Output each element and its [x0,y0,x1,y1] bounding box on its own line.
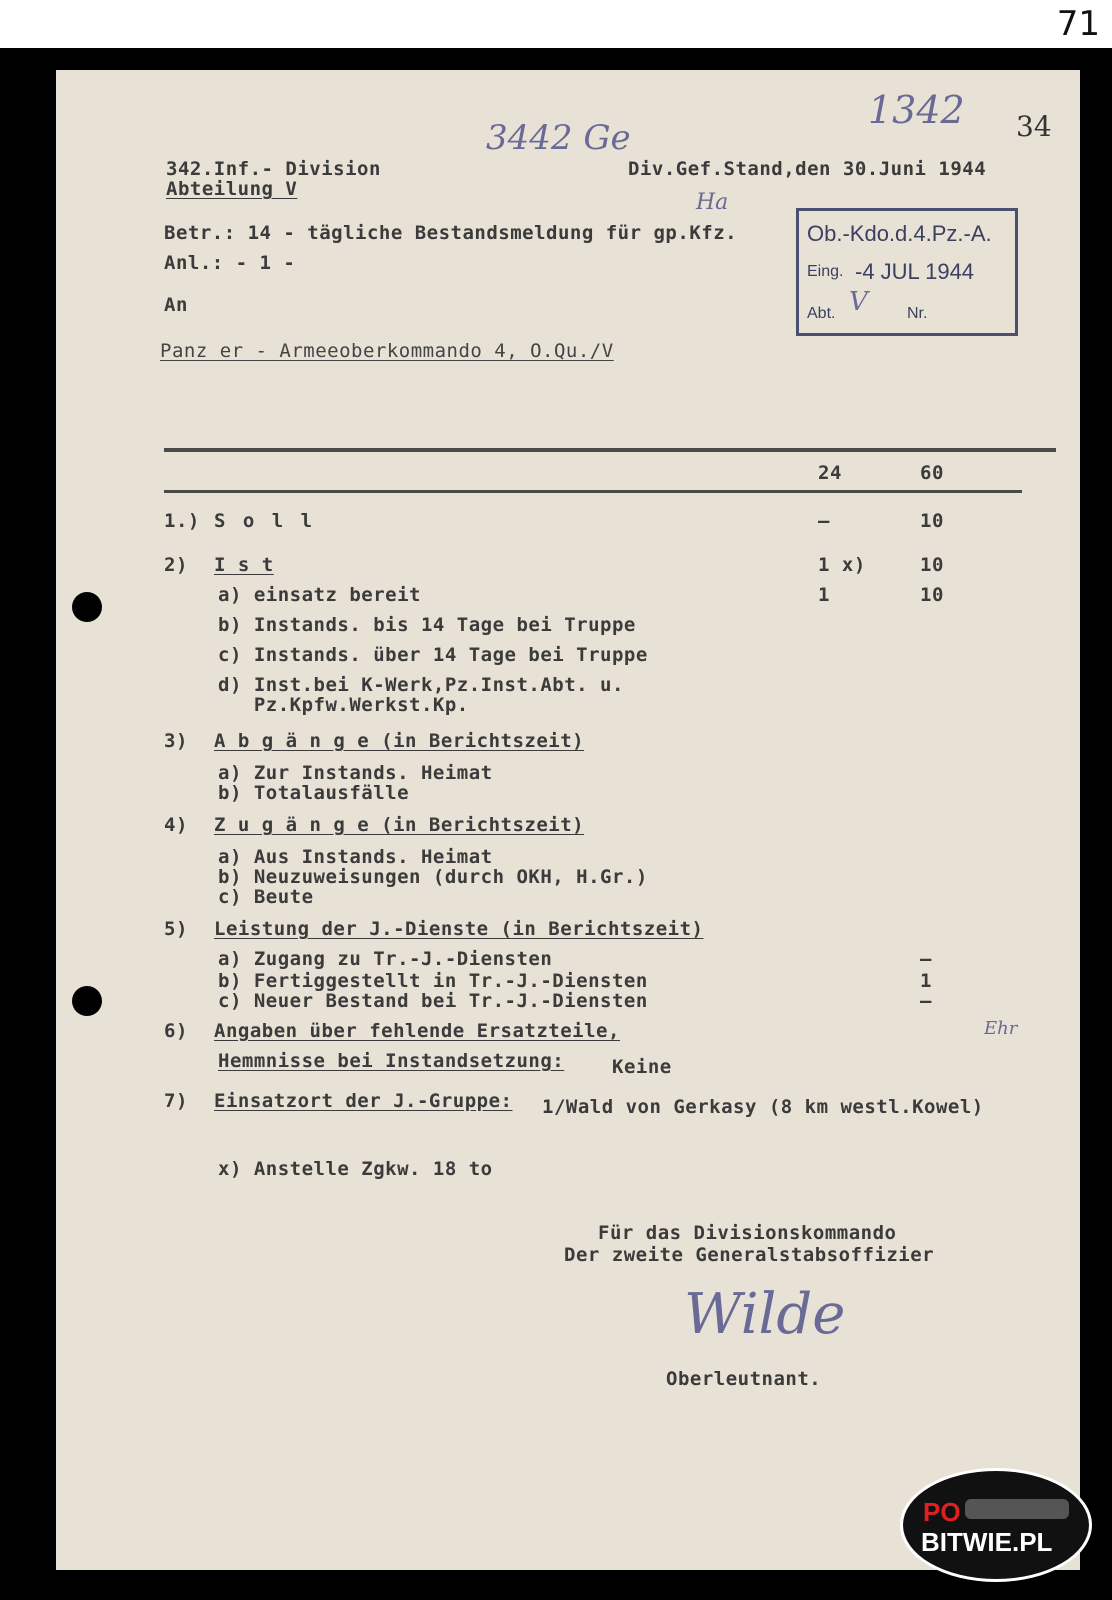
row-label: Leistung der J.-Dienste (in Berichtszeit) [214,918,704,940]
recipient: Panz er - Armeeoberkommando 4, O.Qu./V [160,340,614,362]
row-label: Pz.Kpfw.Werkst.Kp. [218,694,469,716]
receipt-stamp [796,208,1018,336]
row-label: Angaben über fehlende Ersatzteile, [214,1020,620,1042]
department: Abteilung V [166,178,298,200]
page-number: 71 [1056,4,1100,44]
column-head-60: 60 [920,462,944,484]
top-band [0,0,1112,48]
row-label: b) Neuzuweisungen (durch OKH, H.Gr.) [218,866,648,888]
row-label: a) Zugang zu Tr.-J.-Diensten [218,948,553,970]
handwritten-number: 1342 [868,88,965,132]
row-number: 3) [164,730,188,752]
row-label: I s t [214,554,274,576]
stamp-office: Ob.-Kdo.d.4.Pz.-A. [807,221,992,246]
column-head-24: 24 [818,462,842,484]
closing-line1: Für das Divisionskommando [598,1222,897,1244]
signature: Wilde [684,1282,846,1347]
stamp-abt-value: V [849,287,868,317]
row-value-60: 10 [920,584,944,606]
handwritten-side-mark: Ehr [984,1018,1018,1039]
logo-top-text: PO [923,1497,961,1527]
row-label: b) Fertiggestellt in Tr.-J.-Diensten [218,970,648,992]
row-number: 2) [164,554,188,576]
row-label: b) Instands. bis 14 Tage bei Truppe [218,614,636,636]
stamp-eing-label: Eing. [807,263,844,280]
row-value-60: – [920,990,932,1012]
row-number: 6) [164,1020,188,1042]
row-value-60: – [920,948,932,970]
stamp-date: -4 JUL 1944 [855,259,975,284]
handwritten-mark: 3442 Ge [486,118,631,158]
row6-tail: Keine [612,1056,672,1078]
row-number: 4) [164,814,188,836]
row-label: c) Neuer Bestand bei Tr.-J.-Diensten [218,990,648,1012]
row7-tail: 1/Wald von Gerkasy (8 km westl.Kowel) [542,1096,984,1118]
row-number: 1.) [164,510,200,532]
folio-number: 34 [1016,110,1052,143]
tank-icon [965,1499,1069,1519]
row-label: a) einsatz bereit [218,584,421,606]
divider [164,448,1056,452]
row-label: c) Beute [218,886,314,908]
row-number: 7) [164,1090,188,1112]
rank: Oberleutnant. [666,1368,822,1390]
closing-line2: Der zweite Generalstabsoffizier [564,1244,935,1266]
row-label: Einsatzort der J.-Gruppe: [214,1090,513,1112]
to-label: An [164,294,188,316]
punch-hole [72,592,102,622]
row-value-60: 10 [920,510,944,532]
row-label: b) Totalausfälle [218,782,410,804]
row-label: d) Inst.bei K-Werk,Pz.Inst.Abt. u. [218,674,624,696]
row-label: c) Instands. über 14 Tage bei Truppe [218,644,648,666]
row-label: a) Aus Instands. Heimat [218,846,493,868]
row-value-24: – [818,510,830,532]
row-label: A b g ä n g e (in Berichtszeit) [214,730,585,752]
logo-bottom-text: BITWIE.PL [921,1527,1053,1557]
row-label: Z u g ä n g e (in Berichtszeit) [214,814,585,836]
row-value-60: 1 [920,970,932,992]
row-value-60: 10 [920,554,944,576]
divider [164,490,1022,493]
row-label: Hemmnisse bei Instandsetzung: [218,1050,565,1072]
attachment-line: Anl.: - 1 - [164,252,296,274]
stamp-nr-label: Nr. [907,305,928,322]
document-page [56,70,1080,1570]
site-logo [900,1468,1092,1582]
row-label: S o l l [214,510,316,532]
stamp-abt-label: Abt. [807,305,836,322]
punch-hole [72,986,102,1016]
place-date: Div.Gef.Stand,den 30.Juni 1944 [628,158,987,180]
subject-line: Betr.: 14 - tägliche Bestandsmeldung für gp.Kfz. [164,222,738,244]
handwritten-initial: Ha [696,190,729,215]
row-value-24: 1 [818,584,830,606]
unit-name: 342.Inf.- Division [166,158,381,180]
row-number: 5) [164,918,188,940]
row-label: a) Zur Instands. Heimat [218,762,493,784]
footnote: x) Anstelle Zgkw. 18 to [218,1158,493,1180]
row-value-24: 1 x) [818,554,866,576]
